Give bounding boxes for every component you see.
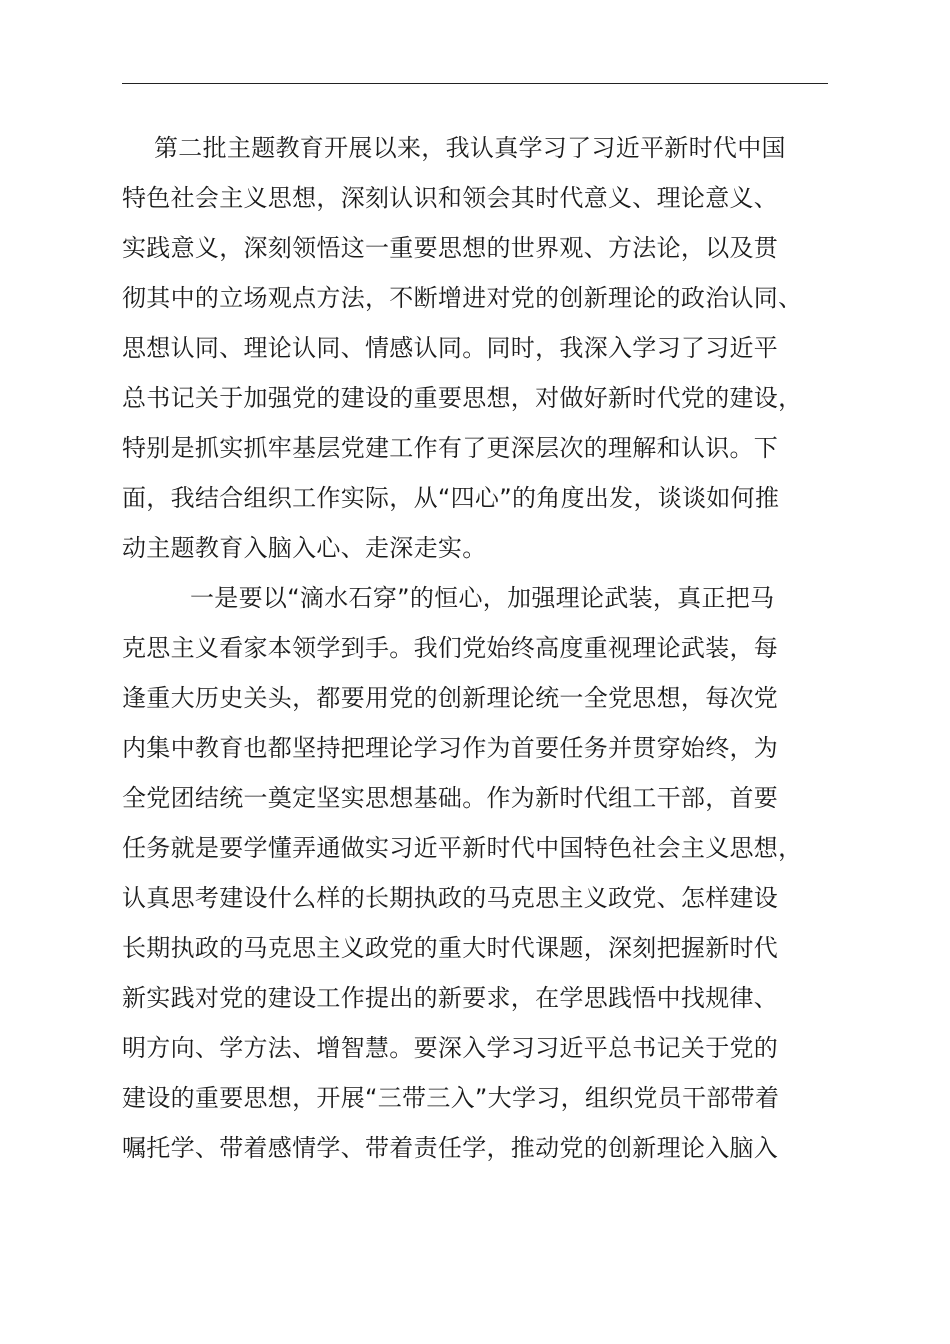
paragraph-1-line: 第二批主题教育开展以来，我认真学习了习近平新时代中国 xyxy=(154,134,786,162)
paragraph-2-line: 内集中教育也都坚持把理论学习作为首要任务并贯穿始终，为 xyxy=(122,734,779,762)
paragraph-1-line: 特色社会主义思想，深刻认识和领会其时代意义、理论意义、 xyxy=(122,184,779,212)
paragraph-1-line: 动主题教育入脑入心、走深走实。 xyxy=(122,534,487,562)
paragraph-2-line: 嘱托学、带着感情学、带着责任学，推动党的创新理论入脑入 xyxy=(122,1134,779,1162)
header-rule xyxy=(122,83,828,84)
paragraph-2-line: 全党团结统一奠定坚实思想基础。作为新时代组工干部，首要 xyxy=(122,784,779,812)
paragraph-1-line: 彻其中的立场观点方法，不断增进对党的创新理论的政治认同、 xyxy=(122,284,803,312)
paragraph-1-line: 实践意义，深刻领悟这一重要思想的世界观、方法论，以及贯 xyxy=(122,234,779,262)
paragraph-2-line: 一是要以“滴水石穿”的恒心，加强理论武装，真正把马 xyxy=(190,584,775,612)
paragraph-2-line: 任务就是要学懂弄通做实习近平新时代中国特色社会主义思想， xyxy=(122,834,803,862)
document-body xyxy=(122,123,828,1173)
paragraph-2-line: 逢重大历史关头，都要用党的创新理论统一全党思想，每次党 xyxy=(122,684,779,712)
paragraph-2-line: 建设的重要思想，开展“三带三入”大学习，组织党员干部带着 xyxy=(122,1084,780,1112)
paragraph-1-line: 面，我结合组织工作实际，从“四心”的角度出发，谈谈如何推 xyxy=(122,484,780,512)
paragraph-2-line: 认真思考建设什么样的长期执政的马克思主义政党、怎样建设 xyxy=(122,884,779,912)
paragraph-1-line: 思想认同、理论认同、情感认同。同时，我深入学习了习近平 xyxy=(122,334,779,362)
paragraph-1-line: 特别是抓实抓牢基层党建工作有了更深层次的理解和认识。下 xyxy=(122,434,779,462)
paragraph-2-line: 克思主义看家本领学到手。我们党始终高度重视理论武装，每 xyxy=(122,634,779,662)
paragraph-1-line: 总书记关于加强党的建设的重要思想，对做好新时代党的建设， xyxy=(122,384,803,412)
paragraph-2-line: 新实践对党的建设工作提出的新要求，在学思践悟中找规律、 xyxy=(122,984,779,1012)
paragraph-2-line: 长期执政的马克思主义政党的重大时代课题，深刻把握新时代 xyxy=(122,934,779,962)
paragraph-2-line: 明方向、学方法、增智慧。要深入学习习近平总书记关于党的 xyxy=(122,1034,779,1062)
